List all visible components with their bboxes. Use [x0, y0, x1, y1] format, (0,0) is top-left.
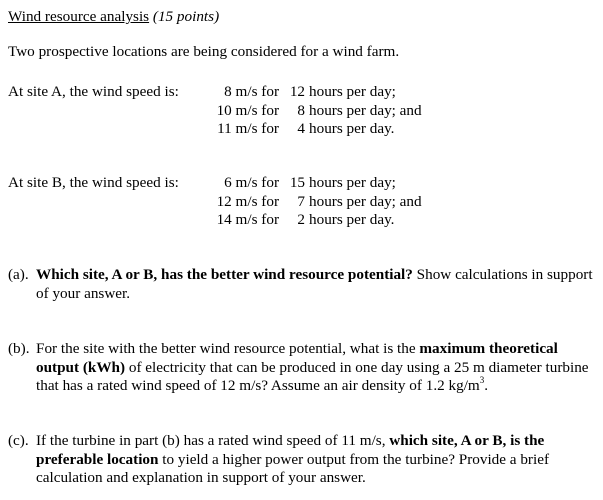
hours-value: 7 — [297, 192, 305, 210]
site-a-rows — [209, 83, 422, 139]
site-b-label: At site B, the wind speed is: — [8, 174, 179, 191]
intro-text: Two prospective locations are being considered for a wind farm. — [8, 43, 400, 60]
site-a-row — [209, 83, 422, 102]
question-c-bold: which site, A or B, is the preferable location — [36, 432, 545, 468]
speed-text: 6 m/s for — [224, 174, 279, 191]
hours-suffix: hours per day; — [309, 174, 396, 191]
speed-text: 10 m/s for — [216, 101, 279, 119]
hours-value: 2 — [297, 211, 305, 228]
site-b-row — [209, 174, 422, 193]
site-b-rows — [209, 174, 422, 230]
speed-text: 12 m/s for — [216, 192, 279, 210]
question-c-text — [36, 432, 596, 488]
speed-text: 11 m/s for — [217, 120, 279, 137]
question-b-superscript: 3 — [479, 374, 485, 385]
question-c-part1: If the turbine in part (b) has a rated wind speed of 11 m/s, — [36, 432, 390, 449]
question-b-part2: of electricity that can be produced in one day using a 25 m diameter turbine that has a rated wind speed of 12 m/s? Assume an air density of 1.2 kg/m — [36, 358, 589, 394]
hours-value: 8 — [297, 101, 305, 119]
question-b-part3: . — [484, 377, 489, 394]
question-b-bold: maximum theoretical output (kWh) — [36, 340, 558, 376]
site-a-row — [209, 102, 422, 121]
site-b-row — [209, 193, 422, 212]
hours-suffix: hours per day; — [309, 83, 396, 100]
site-a-label: At site A, the wind speed is: — [8, 83, 179, 100]
hours-value: 4 — [297, 120, 305, 137]
hours-value: 12 — [289, 83, 305, 100]
question-c-part2: to yield a higher power output from the turbine? Provide a brief calculation and explanation in support of your answer. — [36, 450, 550, 486]
hours-suffix: hours per day. — [309, 120, 395, 137]
hours-suffix: hours per day; and — [309, 101, 422, 119]
speed-text: 14 m/s for — [216, 211, 279, 228]
question-a-rest: Show calculations in support of your answer. — [36, 266, 593, 302]
hours-value: 15 — [289, 174, 305, 191]
hours-suffix: hours per day; and — [309, 192, 422, 210]
title-main: Wind resource analysis — [8, 8, 150, 25]
question-a-bold: Which site, A or B, has the better wind resource potential? — [36, 266, 413, 283]
question-a-text — [36, 266, 596, 303]
page-title — [8, 8, 219, 27]
question-b-label: (b). — [8, 340, 30, 357]
speed-text: 8 m/s for — [224, 83, 279, 100]
site-a-row — [209, 120, 422, 139]
question-b-part1: For the site with the better wind resource potential, what is the — [36, 340, 420, 357]
question-c-label: (c). — [8, 432, 29, 449]
title-points: (15 points) — [152, 8, 220, 25]
question-b-text — [36, 340, 596, 396]
question-a-label: (a). — [8, 266, 29, 283]
site-b-row — [209, 211, 422, 230]
hours-suffix: hours per day. — [309, 211, 395, 228]
